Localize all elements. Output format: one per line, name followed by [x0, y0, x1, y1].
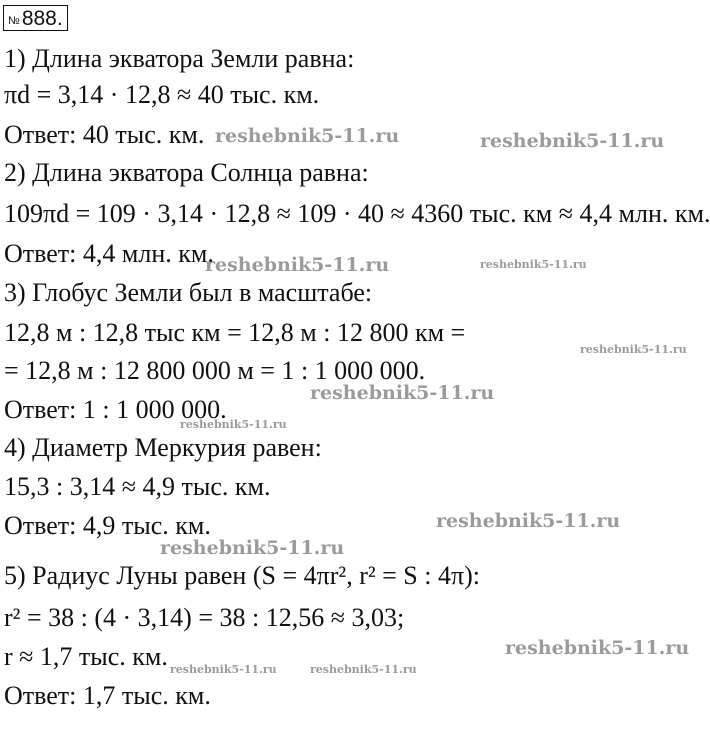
problem-number-box	[3, 5, 68, 31]
watermark: reshebnik5-11.ru	[480, 130, 665, 152]
step-3-heading: 3) Глобус Земли был в масштабе:	[4, 278, 373, 307]
step-1-heading: 1) Длина экватора Земли равна:	[4, 44, 355, 73]
watermark: reshebnik5-11.ru	[310, 663, 417, 676]
step-1-answer: Ответ: 40 тыс. км.	[4, 120, 205, 149]
step-4-formula: 15,3 : 3,14 ≈ 4,9 тыс. км.	[4, 472, 271, 501]
watermark: reshebnik5-11.ru	[580, 343, 687, 356]
number-sign: №	[8, 15, 20, 27]
step-5-answer: Ответ: 1,7 тыс. км.	[4, 681, 211, 710]
step-2-heading: 2) Длина экватора Солнца равна:	[4, 158, 369, 187]
step-3-formula-2: = 12,8 м : 12 800 000 м = 1 : 1 000 000.	[4, 356, 426, 385]
watermark: reshebnik5-11.ru	[205, 254, 390, 276]
watermark: reshebnik5-11.ru	[180, 418, 287, 431]
watermark: reshebnik5-11.ru	[160, 537, 345, 559]
watermark: reshebnik5-11.ru	[505, 637, 690, 659]
step-2-formula: 109πd = 109 · 3,14 · 12,8 ≈ 109 · 40 ≈ 4360 тыс. км ≈ 4,4 млн. км.	[4, 199, 710, 228]
step-5-result: r ≈ 1,7 тыс. км.	[4, 642, 168, 671]
watermark: reshebnik5-11.ru	[480, 258, 587, 271]
step-2-answer: Ответ: 4,4 млн. км.	[4, 239, 214, 268]
step-1-formula: πd = 3,14 · 12,8 ≈ 40 тыс. км.	[4, 80, 320, 109]
step-4-heading: 4) Диаметр Меркурия равен:	[4, 433, 322, 462]
watermark: reshebnik5-11.ru	[436, 510, 621, 532]
problem-number: 888.	[21, 7, 63, 30]
step-5-formula: r² = 38 : (4 · 3,14) = 38 : 12,56 ≈ 3,03;	[4, 603, 405, 632]
step-3-answer: Ответ: 1 : 1 000 000.	[4, 395, 227, 424]
step-3-formula-1: 12,8 м : 12,8 тыс км = 12,8 м : 12 800 км =	[4, 318, 466, 347]
watermark: reshebnik5-11.ru	[310, 382, 495, 404]
step-5-heading: 5) Радиус Луны равен (S = 4πr², r² = S : 4π):	[4, 561, 480, 590]
watermark: reshebnik5-11.ru	[170, 663, 277, 676]
watermark: reshebnik5-11.ru	[215, 125, 400, 147]
step-4-answer: Ответ: 4,9 тыс. км.	[4, 511, 211, 540]
